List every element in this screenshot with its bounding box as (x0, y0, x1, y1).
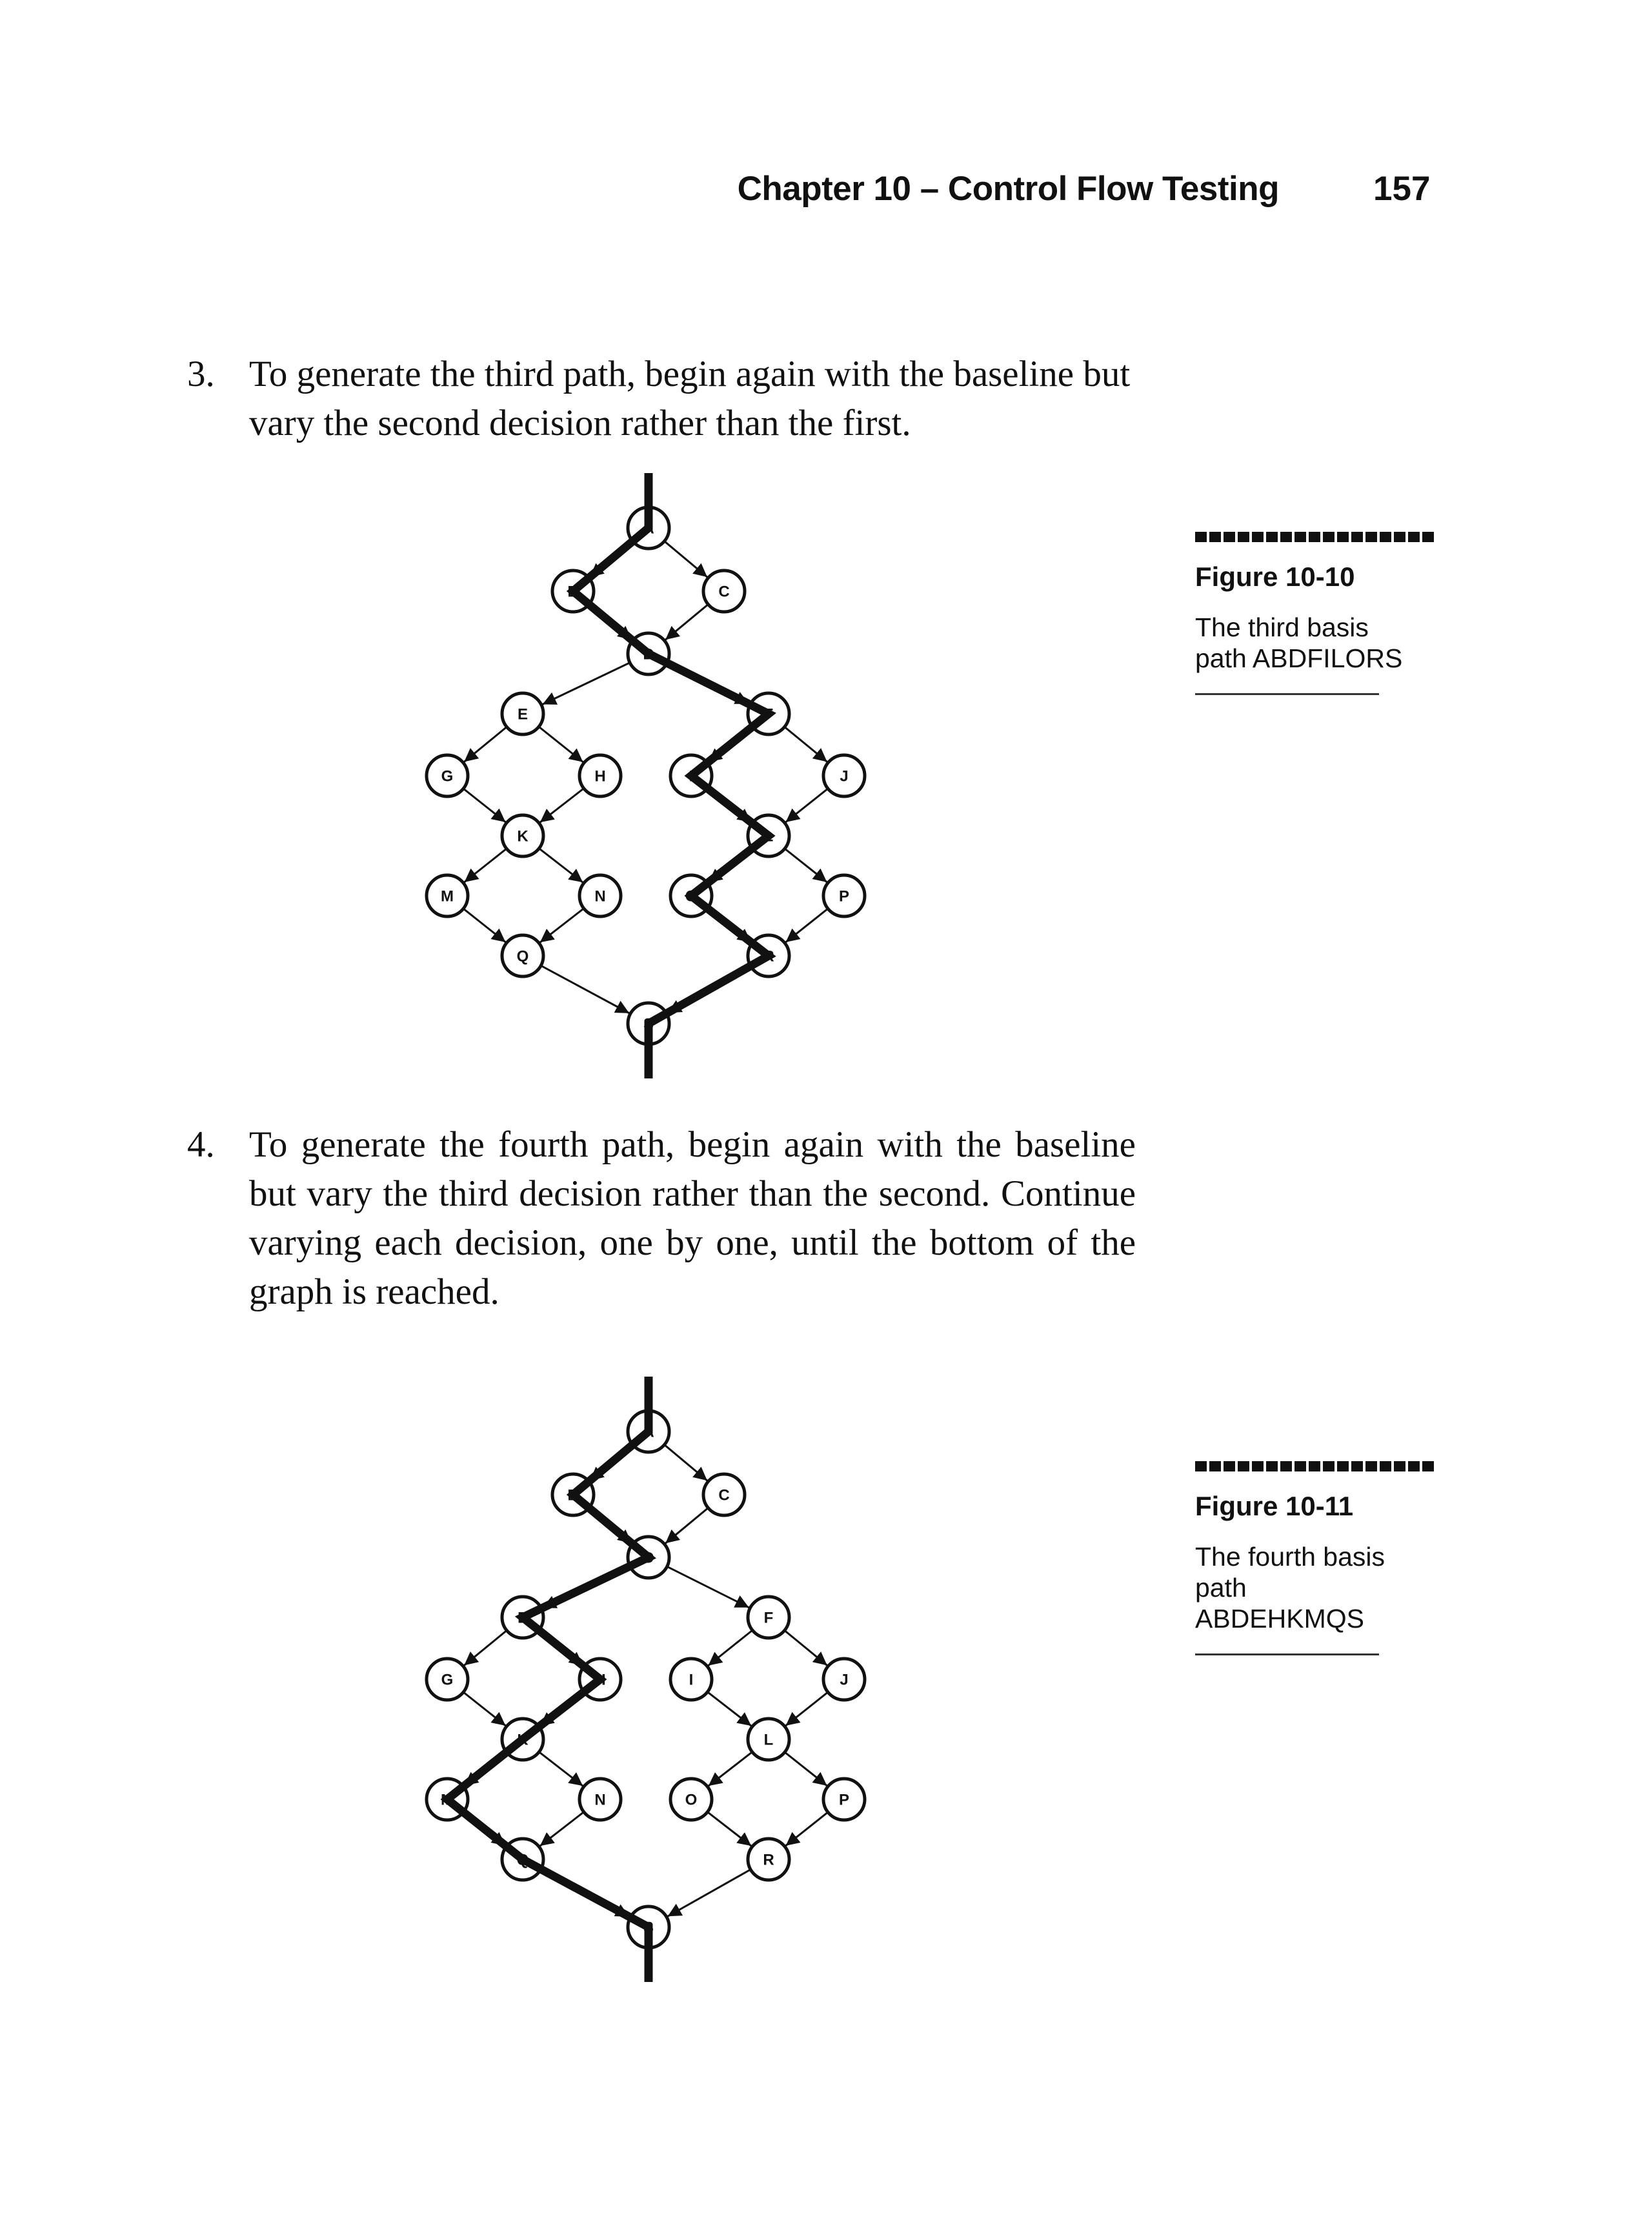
svg-text:G: G (441, 767, 454, 785)
node-F (748, 1597, 789, 1638)
svg-text:A: A (643, 1423, 654, 1441)
svg-text:K: K (517, 827, 529, 845)
svg-text:D: D (643, 1549, 654, 1567)
svg-text:K: K (517, 1731, 529, 1749)
page-number: 157 (1373, 170, 1431, 208)
svg-text:E: E (517, 1609, 529, 1627)
svg-text:I: I (689, 1671, 694, 1689)
step-number: 4. (187, 1124, 215, 1165)
edge-K-N (539, 1752, 583, 1786)
svg-text:R: R (763, 1851, 774, 1869)
svg-text:I: I (689, 767, 694, 785)
svg-text:F: F (763, 1609, 774, 1627)
svg-text:H: H (594, 1671, 606, 1689)
svg-text:J: J (840, 1671, 849, 1689)
svg-text:O: O (685, 887, 698, 905)
svg-text:P: P (838, 887, 850, 905)
svg-text:C: C (718, 583, 730, 601)
edge-E-G (464, 1630, 507, 1665)
svg-text:D: D (643, 645, 654, 663)
edge-F-J (785, 1630, 827, 1665)
svg-text:S: S (643, 1919, 654, 1937)
svg-text:N: N (594, 1791, 606, 1809)
svg-text:E: E (517, 705, 529, 723)
edge-L-P (785, 1752, 827, 1786)
svg-text:L: L (763, 1731, 774, 1749)
chapter-title: Chapter 10 – Control Flow Testing (737, 170, 1279, 208)
svg-text:C: C (718, 1486, 730, 1504)
node-C (703, 1474, 745, 1515)
edge-I-L (707, 1692, 751, 1726)
node-I (670, 1659, 712, 1700)
figure-caption: The third basis path ABDFILORS (1195, 612, 1403, 673)
svg-text:S: S (643, 1015, 654, 1033)
svg-text:O: O (685, 1791, 698, 1809)
edge-P-R (786, 1812, 828, 1846)
figure-label: Figure 10-10 (1195, 561, 1355, 592)
node-L (748, 1719, 789, 1760)
node-J (823, 1659, 865, 1700)
svg-text:A: A (643, 520, 654, 538)
svg-text:F: F (763, 705, 774, 723)
figure-label: Figure 10-11 (1195, 1491, 1354, 1521)
node-G (427, 1659, 468, 1700)
svg-text:Q: Q (516, 1851, 529, 1869)
svg-text:P: P (838, 1791, 850, 1809)
edge-J-L (786, 1692, 828, 1726)
svg-text:N: N (594, 887, 606, 905)
svg-text:Q: Q (516, 947, 529, 965)
edge-G-K (463, 1692, 505, 1726)
edge-N-Q (540, 1812, 584, 1846)
edge-R-S (668, 1870, 751, 1917)
node-N (579, 1779, 621, 1820)
edge-O-R (707, 1812, 751, 1846)
step-text: To generate the third path, begin again with the baseline but vary the second decision rather than the first. (249, 354, 1131, 443)
svg-text:M: M (441, 1791, 454, 1809)
svg-text:R: R (763, 947, 774, 965)
svg-text:B: B (567, 583, 579, 601)
svg-text:J: J (840, 767, 849, 785)
svg-text:L: L (763, 827, 774, 845)
node-O (670, 1779, 712, 1820)
svg-text:B: B (567, 1486, 579, 1504)
edge-C-D (665, 1508, 708, 1543)
svg-text:G: G (441, 1671, 454, 1689)
node-P (823, 1779, 865, 1820)
edge-L-O (709, 1752, 752, 1786)
edge-F-I (709, 1630, 752, 1666)
figure-caption: The fourth basis path ABDEHKMQS (1195, 1542, 1385, 1633)
edge-A-C (665, 1445, 707, 1481)
node-R (748, 1839, 789, 1880)
svg-text:M: M (441, 887, 454, 905)
edge-D-F (667, 1566, 749, 1607)
svg-text:H: H (594, 767, 606, 785)
step-text: To generate the fourth path, begin again with the baseline but vary the third decision rather than the second. Continue varying each decision, one by one, until the bottom of the graph is reached. (249, 1124, 1136, 1312)
step-number: 3. (187, 354, 215, 394)
